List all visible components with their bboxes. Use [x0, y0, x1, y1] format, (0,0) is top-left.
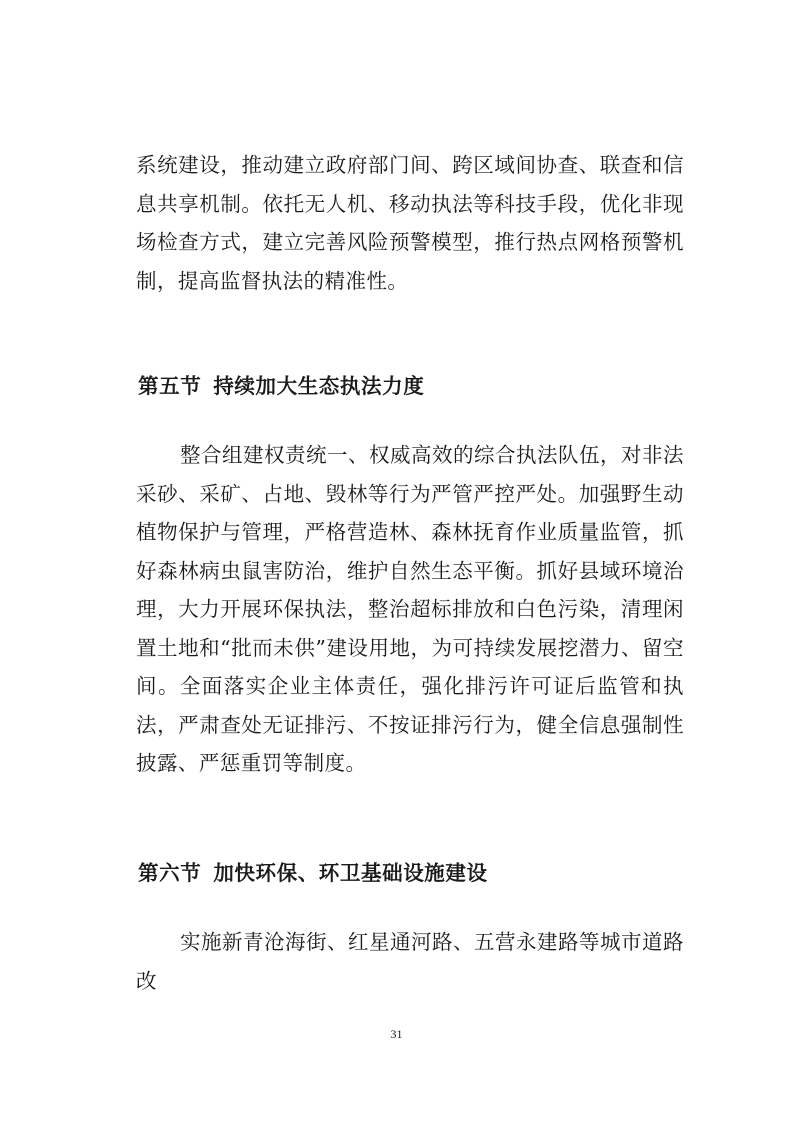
section-heading-6: [138, 856, 488, 886]
section-title: 持续加大生态执法力度: [213, 374, 425, 398]
section-number: 第五节: [138, 374, 202, 398]
section-number: 第六节: [138, 861, 202, 885]
paragraph-continued: 系统建设，推动建立政府部门间、跨区域间协查、联查和信息共享机制。依托无人机、移动执法等科技手段，优化非现场检查方式，建立完善风险预警模型，推行热点网格预警机制，提高监督执法的精准性。: [136, 153, 684, 293]
section-heading-5: [138, 369, 424, 399]
section-title: 加快环保、环卫基础设施建设: [213, 861, 488, 885]
paragraph-infrastructure: 实施新青沧海街、红星通河路、五营永建路等城市道路改: [136, 930, 684, 993]
paragraph-ecological-enforcement: 整合组建权责统一、权威高效的综合执法队伍，对非法采砂、采矿、占地、毁林等行为严管严控严处。加强野生动植物保护与管理，严格营造林、森林抚育作业质量监管，抓好森林病虫鼠害防治，维护自然生态平衡。抓好县域环境治理，大力开展环保执法，整治超标排放和白色污染，清理闲置土地和“批而未供”建设用地，为可持续发展挖潜力、留空间。全面落实企业主体责任，强化排污许可证后监管和执法，严肃查处无证排污、不按证排污行为，健全信息强制性披露、严惩重罚等制度。: [136, 443, 684, 775]
page-number: 31: [390, 1027, 403, 1041]
